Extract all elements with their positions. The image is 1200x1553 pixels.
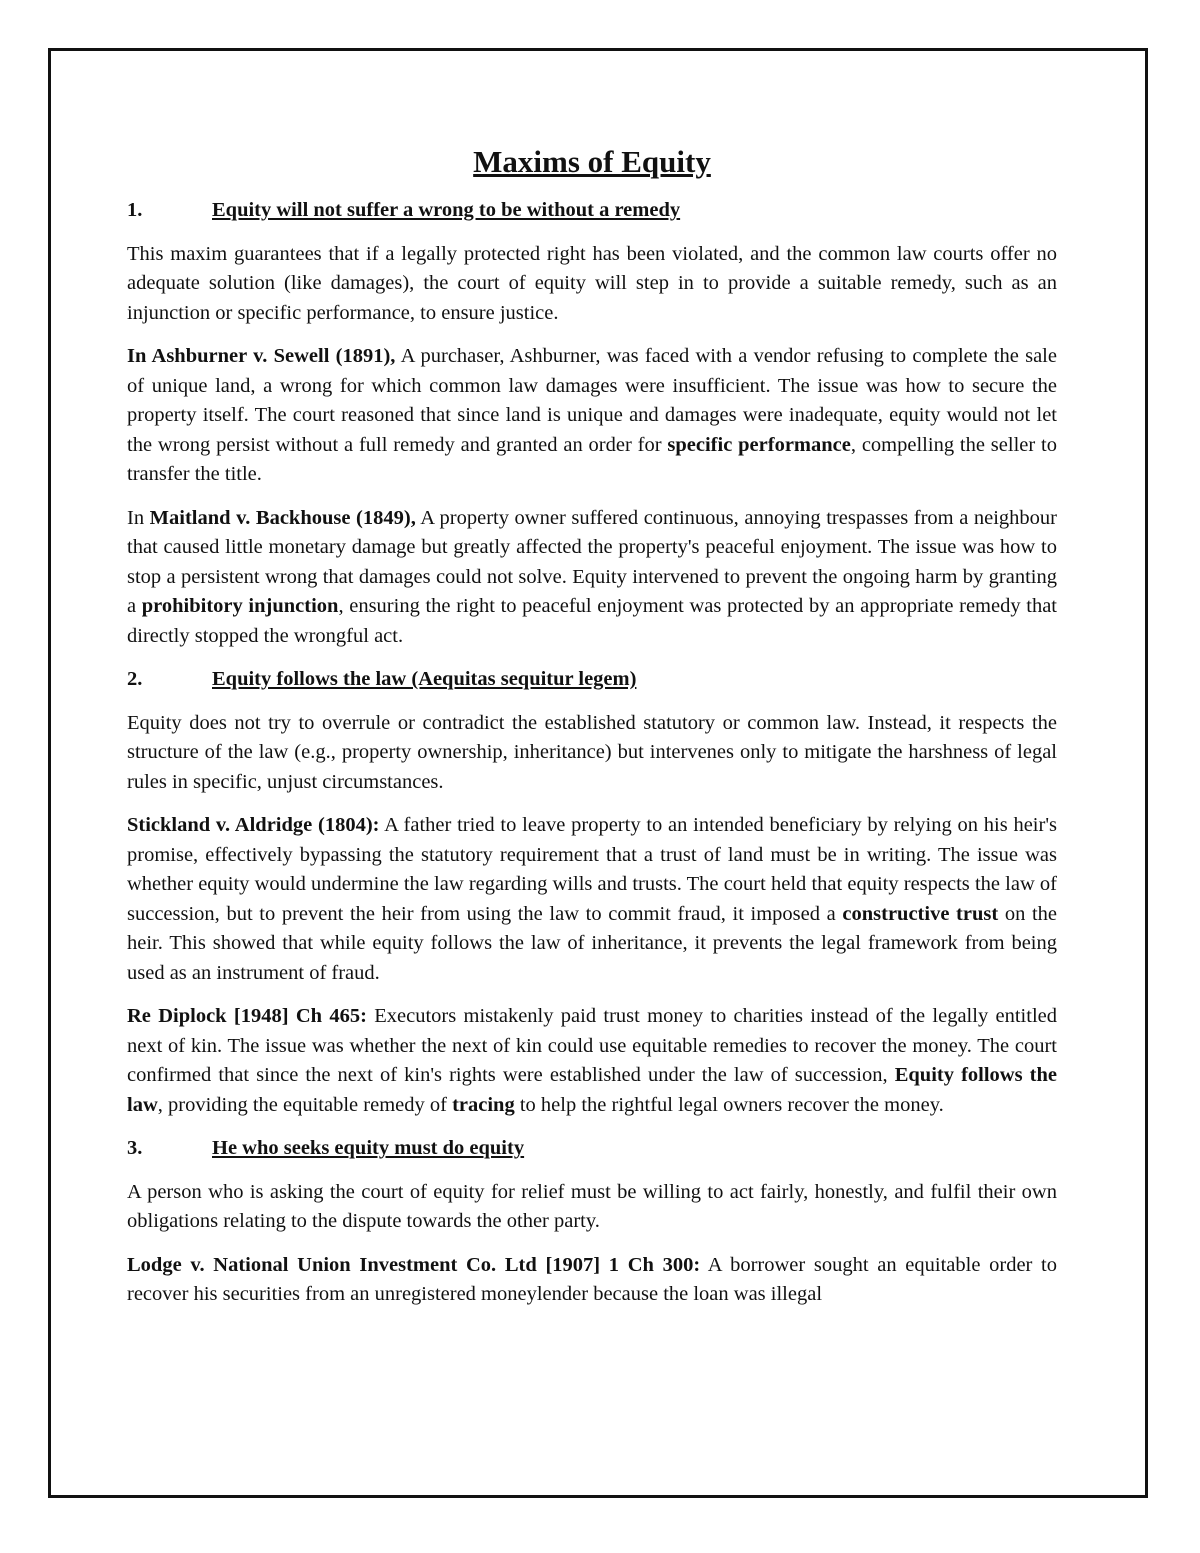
text-run: This maxim guarantees that if a legally protected right has been violated, and the common law courts offer no adequate solution (like damages), the court of equity will step in to provide a suitable remedy, such as an injunction or specific performance, to ensure justice.: [127, 242, 1057, 324]
case-citation: Maitland v. Backhouse (1849),: [149, 506, 416, 529]
paragraph: [127, 504, 1057, 652]
section-heading: [127, 196, 1057, 226]
emphasis-term: tracing: [452, 1093, 515, 1116]
text-run: A borrower sought an equitable order to recover his securities from an unregistered moneylender because the loan was illegal: [127, 1253, 1057, 1305]
text-run: , compelling the seller to transfer the title.: [127, 433, 1057, 485]
text-run: , providing the equitable remedy of: [157, 1093, 453, 1116]
paragraph: [127, 342, 1057, 490]
paragraph: [127, 240, 1057, 329]
emphasis-term: Equity follows the law: [127, 1064, 1057, 1116]
document-body: [127, 142, 1057, 1324]
emphasis-term: prohibitory injunction: [141, 595, 339, 617]
text-run: to help the rightful legal owners recover the money.: [514, 1093, 944, 1116]
text-run: Executors mistakenly paid trust money to charities instead of the legally entitled next of kin. The issue was whether the next of kin could use equitable remedies to recover the money. The court confirmed that since the next of kin's rights were established under the law of succession,: [127, 1005, 1057, 1086]
text-run: A purchaser, Ashburner, was faced with a vendor refusing to complete the sale of unique land, a wrong for which common law damages were insufficient. The issue was how to secure the property itself. The court reasoned that since land is unique and damages were inadequate, equity would not let the wrong persist without a full remedy and granted an order for: [127, 345, 1057, 456]
case-citation: Re Diplock [1948] Ch 465:: [127, 1005, 367, 1027]
document-title: Maxims of Equity: [473, 144, 711, 179]
paragraph: [127, 709, 1057, 798]
section-number: 1.: [127, 199, 143, 221]
text-run: Equity does not try to overrule or contradict the established statutory or common law. Instead, it respects the structure of the law (e.g., property ownership, inheritance) but intervenes only to mitigate the harshness of legal rules in specific, unjust circumstances.: [127, 711, 1057, 793]
paragraph: [127, 1002, 1057, 1120]
emphasis-term: constructive trust: [842, 902, 999, 925]
case-citation: Lodge v. National Union Investment Co. Ltd [1907] 1 Ch 300:: [127, 1253, 701, 1276]
text-run: In: [127, 506, 150, 529]
emphasis-term: specific performance: [667, 433, 851, 456]
section-number: 2.: [127, 668, 143, 690]
section-heading: [127, 665, 1057, 695]
paragraph: [127, 811, 1057, 988]
section-number: 3.: [127, 1137, 143, 1159]
case-citation: In Ashburner v. Sewell (1891),: [127, 345, 396, 367]
text-run: A property owner suffered continuous, annoying trespasses from a neighbour that caused little monetary damage but greatly affected the property's peaceful enjoyment. The issue was how to stop a persistent wrong that damages could not solve. Equity intervened to prevent the ongoing harm by granting a: [127, 506, 1057, 617]
section-heading: [127, 1134, 1057, 1164]
case-citation: Stickland v. Aldridge (1804):: [127, 814, 380, 836]
section-heading-text: Equity follows the law (Aequitas sequitur legem): [212, 668, 637, 690]
section-heading-text: Equity will not suffer a wrong to be without a remedy: [212, 199, 681, 221]
text-run: A father tried to leave property to an intended beneficiary by relying on his heir's promise, effectively bypassing the statutory requirement that a trust of land must be in writing. The issue was whether equity would undermine the law regarding wills and trusts. The court held that equity respects the law of succession, but to prevent the heir from using the law to commit fraud, it imposed a: [127, 814, 1057, 925]
paragraph: [127, 1178, 1057, 1237]
paragraph: [127, 1251, 1057, 1310]
text-run: A person who is asking the court of equity for relief must be willing to act fairly, honestly, and fulfil their own obligations relating to the dispute towards the other party.: [127, 1180, 1057, 1232]
text-run: on the heir. This showed that while equity follows the law of inheritance, it prevents the legal framework from being used as an instrument of fraud.: [127, 902, 1058, 984]
section-heading-text: He who seeks equity must do equity: [212, 1137, 525, 1159]
text-run: , ensuring the right to peaceful enjoyment was protected by an appropriate remedy that directly stopped the wrongful act.: [127, 595, 1057, 647]
